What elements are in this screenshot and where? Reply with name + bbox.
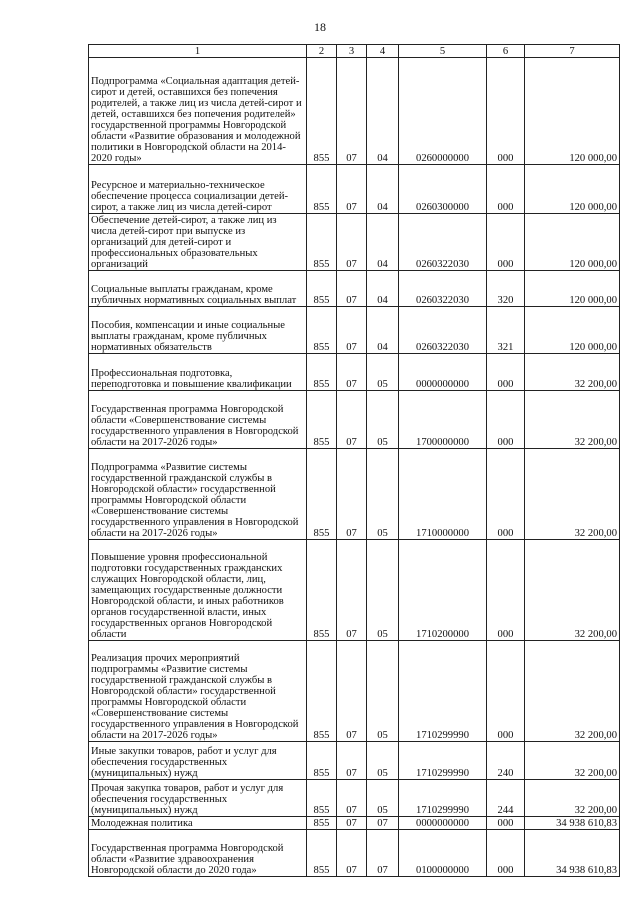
- cell-amount: 32 200,00: [525, 449, 620, 540]
- cell-subsection: 05: [367, 391, 399, 449]
- column-header-7: 7: [525, 45, 620, 58]
- cell-amount: 32 200,00: [525, 742, 620, 780]
- cell-amount: 120 000,00: [525, 214, 620, 271]
- cell-amount: 34 938 610,83: [525, 817, 620, 830]
- cell-section: 07: [337, 830, 367, 877]
- cell-section: 07: [337, 449, 367, 540]
- table-row: [89, 307, 620, 354]
- cell-target-article: 0100000000: [399, 830, 487, 877]
- cell-expense-type: 000: [487, 165, 525, 214]
- cell-subsection: 05: [367, 780, 399, 817]
- cell-ministry: 855: [307, 391, 337, 449]
- cell-expense-type: 320: [487, 271, 525, 307]
- cell-amount: 120 000,00: [525, 307, 620, 354]
- table-row: [89, 214, 620, 271]
- cell-target-article: 0260322030: [399, 307, 487, 354]
- table-row: [89, 742, 620, 780]
- page-number: 18: [314, 20, 326, 34]
- cell-ministry: 855: [307, 780, 337, 817]
- table-row: [89, 391, 620, 449]
- cell-section: 07: [337, 165, 367, 214]
- cell-expense-type: 000: [487, 354, 525, 391]
- row-name: Государственная программа Новгородской области «Совершенствование системы государственного управления в Новгородской области на 2017-2026 годы»: [89, 391, 307, 449]
- cell-ministry: 855: [307, 742, 337, 780]
- cell-target-article: 0260300000: [399, 165, 487, 214]
- cell-subsection: 04: [367, 58, 399, 165]
- cell-ministry: 855: [307, 165, 337, 214]
- row-name: Ресурсное и материально-техническое обеспечение процесса социализации детей-сирот, а также лиц из числа детей-сирот: [89, 165, 307, 214]
- row-name: Молодежная политика: [89, 817, 307, 830]
- cell-section: 07: [337, 540, 367, 641]
- cell-subsection: 05: [367, 449, 399, 540]
- row-name: Социальные выплаты гражданам, кроме публичных нормативных социальных выплат: [89, 271, 307, 307]
- cell-section: 07: [337, 780, 367, 817]
- cell-subsection: 05: [367, 540, 399, 641]
- table-row: [89, 271, 620, 307]
- row-name: Подпрограмма «Развитие системы государственной гражданской службы в Новгородской области» государственной программы Новгородской области «Совершенствование системы государственного управления в Новгородской области на 2017-2026 годы»: [89, 449, 307, 540]
- table-row: [89, 830, 620, 877]
- cell-ministry: 855: [307, 641, 337, 742]
- cell-section: 07: [337, 58, 367, 165]
- cell-ministry: 855: [307, 449, 337, 540]
- cell-ministry: 855: [307, 830, 337, 877]
- row-name: Профессиональная подготовка, переподготовка и повышение квалификации: [89, 354, 307, 391]
- row-name: Пособия, компенсации и иные социальные выплаты гражданам, кроме публичных нормативных обязательств: [89, 307, 307, 354]
- row-name: Реализация прочих мероприятий подпрограммы «Развитие системы государственной гражданской службы в Новгородской области» государственной программы Новгородской области «Совершенствование системы государственного управления в Новгородской области на 2017-2026 годы»: [89, 641, 307, 742]
- table-row: [89, 449, 620, 540]
- cell-expense-type: 000: [487, 214, 525, 271]
- cell-subsection: 07: [367, 830, 399, 877]
- table-row: [89, 165, 620, 214]
- cell-section: 07: [337, 817, 367, 830]
- cell-target-article: 0260322030: [399, 214, 487, 271]
- table-row: [89, 641, 620, 742]
- cell-expense-type: 244: [487, 780, 525, 817]
- cell-ministry: 855: [307, 540, 337, 641]
- cell-ministry: 855: [307, 58, 337, 165]
- cell-target-article: 0260322030: [399, 271, 487, 307]
- cell-amount: 32 200,00: [525, 354, 620, 391]
- cell-target-article: 0000000000: [399, 354, 487, 391]
- cell-expense-type: 000: [487, 830, 525, 877]
- row-name: Иные закупки товаров, работ и услуг для обеспечения государственных (муниципальных) нужд: [89, 742, 307, 780]
- cell-amount: 120 000,00: [525, 58, 620, 165]
- cell-section: 07: [337, 214, 367, 271]
- cell-ministry: 855: [307, 817, 337, 830]
- cell-subsection: 05: [367, 641, 399, 742]
- cell-expense-type: 000: [487, 449, 525, 540]
- column-header-4: 4: [367, 45, 399, 58]
- cell-target-article: 1710200000: [399, 540, 487, 641]
- row-name: Повышение уровня профессиональной подготовки государственных гражданских служащих Новгородской области, лиц, замещающих государственные должности Новгородской области, и иных работников органов государственной власти, иных государственных органов Новгородской области: [89, 540, 307, 641]
- cell-expense-type: 321: [487, 307, 525, 354]
- cell-ministry: 855: [307, 354, 337, 391]
- cell-target-article: 0260000000: [399, 58, 487, 165]
- cell-expense-type: 000: [487, 540, 525, 641]
- cell-ministry: 855: [307, 214, 337, 271]
- column-header-3: 3: [337, 45, 367, 58]
- cell-section: 07: [337, 391, 367, 449]
- cell-section: 07: [337, 307, 367, 354]
- cell-subsection: 04: [367, 271, 399, 307]
- cell-target-article: 1710299990: [399, 780, 487, 817]
- cell-subsection: 07: [367, 817, 399, 830]
- cell-target-article: 1710299990: [399, 641, 487, 742]
- cell-target-article: 0000000000: [399, 817, 487, 830]
- cell-expense-type: 000: [487, 58, 525, 165]
- cell-amount: 32 200,00: [525, 540, 620, 641]
- row-name: Государственная программа Новгородской области «Развитие здравоохранения Новгородской области до 2020 года»: [89, 830, 307, 877]
- table-row: [89, 354, 620, 391]
- column-header-5: 5: [399, 45, 487, 58]
- cell-expense-type: 240: [487, 742, 525, 780]
- table-row: [89, 540, 620, 641]
- cell-subsection: 04: [367, 165, 399, 214]
- cell-amount: 120 000,00: [525, 165, 620, 214]
- budget-table: [88, 44, 620, 877]
- row-name: Подпрограмма «Социальная адаптация детей-сирот и детей, оставшихся без попечения родителей, а также лиц из числа детей-сирот и детей, оставшихся без попечения родителей» государственной программы Новгородской области «Развитие образования и молодежной политики в Новгородской области на 2014-2020 годы»: [89, 58, 307, 165]
- cell-ministry: 855: [307, 307, 337, 354]
- header-row: [89, 45, 620, 58]
- cell-subsection: 05: [367, 742, 399, 780]
- cell-section: 07: [337, 354, 367, 391]
- table-row: [89, 780, 620, 817]
- cell-section: 07: [337, 271, 367, 307]
- cell-amount: 32 200,00: [525, 780, 620, 817]
- cell-amount: 120 000,00: [525, 271, 620, 307]
- cell-target-article: 1710299990: [399, 742, 487, 780]
- cell-section: 07: [337, 641, 367, 742]
- cell-section: 07: [337, 742, 367, 780]
- cell-amount: 32 200,00: [525, 641, 620, 742]
- cell-amount: 32 200,00: [525, 391, 620, 449]
- table-row: [89, 58, 620, 165]
- cell-target-article: 1700000000: [399, 391, 487, 449]
- cell-target-article: 1710000000: [399, 449, 487, 540]
- column-header-2: 2: [307, 45, 337, 58]
- cell-subsection: 04: [367, 307, 399, 354]
- row-name: Прочая закупка товаров, работ и услуг для обеспечения государственных (муниципальных) нужд: [89, 780, 307, 817]
- cell-expense-type: 000: [487, 641, 525, 742]
- column-header-1: 1: [89, 45, 307, 58]
- cell-ministry: 855: [307, 271, 337, 307]
- cell-amount: 34 938 610,83: [525, 830, 620, 877]
- row-name: Обеспечение детей-сирот, а также лиц из числа детей-сирот при выпуске из организаций для детей-сирот и профессиональных образовательных организаций: [89, 214, 307, 271]
- cell-expense-type: 000: [487, 817, 525, 830]
- table-row: [89, 817, 620, 830]
- cell-subsection: 05: [367, 354, 399, 391]
- column-header-6: 6: [487, 45, 525, 58]
- cell-expense-type: 000: [487, 391, 525, 449]
- cell-subsection: 04: [367, 214, 399, 271]
